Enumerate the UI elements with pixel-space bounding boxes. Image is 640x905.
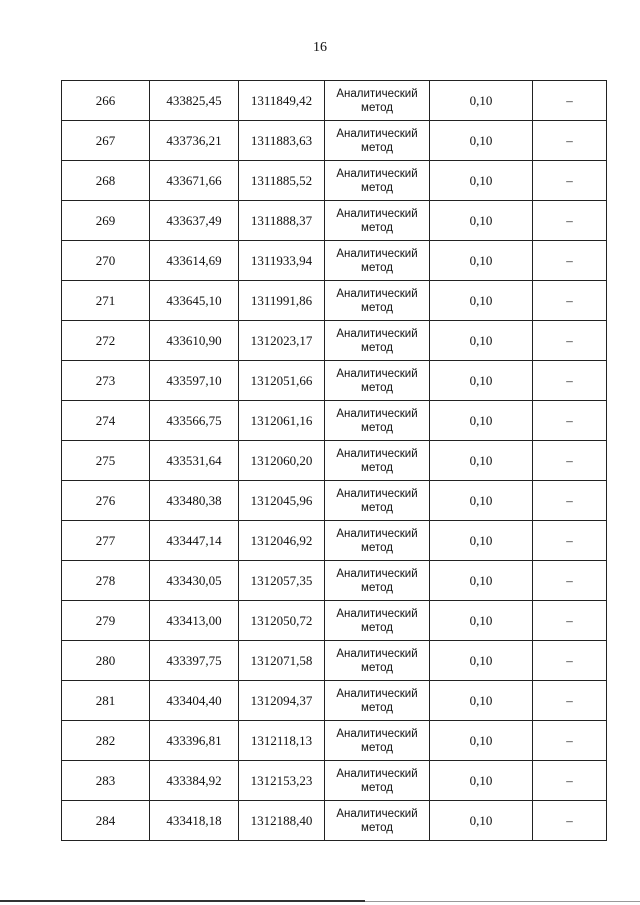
- y-coordinate-cell: 1312188,40: [239, 801, 325, 841]
- x-coordinate-cell: 433566,75: [150, 401, 239, 441]
- table-row: [62, 281, 607, 321]
- table-row: [62, 721, 607, 761]
- method-line-1: Аналитический: [336, 287, 418, 300]
- accuracy-cell: 0,10: [430, 481, 533, 521]
- table-row: [62, 161, 607, 201]
- accuracy-cell: 0,10: [430, 601, 533, 641]
- table-row: [62, 641, 607, 681]
- method-cell: [325, 721, 430, 761]
- y-coordinate-cell: 1312051,66: [239, 361, 325, 401]
- method-cell: [325, 241, 430, 281]
- x-coordinate-cell: 433736,21: [150, 121, 239, 161]
- x-coordinate-cell: 433430,05: [150, 561, 239, 601]
- method-cell: [325, 321, 430, 361]
- y-coordinate-cell: 1312060,20: [239, 441, 325, 481]
- x-coordinate-cell: 433397,75: [150, 641, 239, 681]
- accuracy-cell: 0,10: [430, 561, 533, 601]
- point-number-cell: 274: [62, 401, 150, 441]
- method-line-1: Аналитический: [336, 767, 418, 780]
- note-cell: –: [533, 441, 607, 481]
- coordinates-table: [61, 80, 607, 841]
- method-line-2: метод: [361, 541, 393, 554]
- point-number-cell: 266: [62, 81, 150, 121]
- y-coordinate-cell: 1311849,42: [239, 81, 325, 121]
- point-number-cell: 283: [62, 761, 150, 801]
- method-cell: [325, 81, 430, 121]
- note-cell: –: [533, 641, 607, 681]
- x-coordinate-cell: 433384,92: [150, 761, 239, 801]
- method-cell: [325, 401, 430, 441]
- y-coordinate-cell: 1312057,35: [239, 561, 325, 601]
- table-row: [62, 801, 607, 841]
- method-cell: [325, 161, 430, 201]
- y-coordinate-cell: 1312061,16: [239, 401, 325, 441]
- point-number-cell: 271: [62, 281, 150, 321]
- x-coordinate-cell: 433645,10: [150, 281, 239, 321]
- method-line-1: Аналитический: [336, 687, 418, 700]
- method-line-1: Аналитический: [336, 367, 418, 380]
- method-line-1: Аналитический: [336, 727, 418, 740]
- y-coordinate-cell: 1312045,96: [239, 481, 325, 521]
- note-cell: –: [533, 601, 607, 641]
- x-coordinate-cell: 433413,00: [150, 601, 239, 641]
- method-line-1: Аналитический: [336, 807, 418, 820]
- method-cell: [325, 641, 430, 681]
- x-coordinate-cell: 433480,38: [150, 481, 239, 521]
- point-number-cell: 279: [62, 601, 150, 641]
- note-cell: –: [533, 521, 607, 561]
- table-row: [62, 761, 607, 801]
- note-cell: –: [533, 561, 607, 601]
- method-cell: [325, 361, 430, 401]
- accuracy-cell: 0,10: [430, 241, 533, 281]
- accuracy-cell: 0,10: [430, 681, 533, 721]
- method-cell: [325, 601, 430, 641]
- table-row: [62, 241, 607, 281]
- method-line-2: метод: [361, 821, 393, 834]
- page-number: 16: [313, 40, 327, 55]
- accuracy-cell: 0,10: [430, 281, 533, 321]
- method-line-1: Аналитический: [336, 167, 418, 180]
- accuracy-cell: 0,10: [430, 361, 533, 401]
- accuracy-cell: 0,10: [430, 121, 533, 161]
- coordinates-table-body: [62, 81, 607, 841]
- point-number-cell: 280: [62, 641, 150, 681]
- method-line-2: метод: [361, 701, 393, 714]
- table-row: [62, 121, 607, 161]
- y-coordinate-cell: 1311888,37: [239, 201, 325, 241]
- point-number-cell: 282: [62, 721, 150, 761]
- accuracy-cell: 0,10: [430, 521, 533, 561]
- note-cell: –: [533, 761, 607, 801]
- y-coordinate-cell: 1312050,72: [239, 601, 325, 641]
- method-line-2: метод: [361, 461, 393, 474]
- method-line-1: Аналитический: [336, 607, 418, 620]
- note-cell: –: [533, 121, 607, 161]
- table-row: [62, 201, 607, 241]
- method-line-1: Аналитический: [336, 327, 418, 340]
- method-line-1: Аналитический: [336, 247, 418, 260]
- point-number-cell: 267: [62, 121, 150, 161]
- note-cell: –: [533, 361, 607, 401]
- y-coordinate-cell: 1312153,23: [239, 761, 325, 801]
- bottom-divider-thin: [365, 901, 640, 902]
- table-row: [62, 521, 607, 561]
- x-coordinate-cell: 433531,64: [150, 441, 239, 481]
- y-coordinate-cell: 1312023,17: [239, 321, 325, 361]
- note-cell: –: [533, 401, 607, 441]
- point-number-cell: 273: [62, 361, 150, 401]
- note-cell: –: [533, 281, 607, 321]
- method-line-1: Аналитический: [336, 487, 418, 500]
- point-number-cell: 281: [62, 681, 150, 721]
- method-cell: [325, 481, 430, 521]
- method-line-2: метод: [361, 501, 393, 514]
- accuracy-cell: 0,10: [430, 761, 533, 801]
- method-line-2: метод: [361, 421, 393, 434]
- method-line-2: метод: [361, 181, 393, 194]
- method-line-2: метод: [361, 341, 393, 354]
- y-coordinate-cell: 1312094,37: [239, 681, 325, 721]
- x-coordinate-cell: 433404,40: [150, 681, 239, 721]
- table-row: [62, 81, 607, 121]
- method-line-1: Аналитический: [336, 407, 418, 420]
- note-cell: –: [533, 681, 607, 721]
- method-cell: [325, 201, 430, 241]
- method-line-2: метод: [361, 741, 393, 754]
- x-coordinate-cell: 433614,69: [150, 241, 239, 281]
- point-number-cell: 276: [62, 481, 150, 521]
- method-line-2: метод: [361, 661, 393, 674]
- point-number-cell: 277: [62, 521, 150, 561]
- accuracy-cell: 0,10: [430, 161, 533, 201]
- note-cell: –: [533, 721, 607, 761]
- accuracy-cell: 0,10: [430, 81, 533, 121]
- method-cell: [325, 441, 430, 481]
- table-row: [62, 601, 607, 641]
- y-coordinate-cell: 1312046,92: [239, 521, 325, 561]
- accuracy-cell: 0,10: [430, 801, 533, 841]
- method-cell: [325, 521, 430, 561]
- table-row: [62, 401, 607, 441]
- point-number-cell: 269: [62, 201, 150, 241]
- table-row: [62, 561, 607, 601]
- point-number-cell: 278: [62, 561, 150, 601]
- accuracy-cell: 0,10: [430, 641, 533, 681]
- x-coordinate-cell: 433418,18: [150, 801, 239, 841]
- y-coordinate-cell: 1311991,86: [239, 281, 325, 321]
- x-coordinate-cell: 433671,66: [150, 161, 239, 201]
- method-cell: [325, 761, 430, 801]
- method-line-2: метод: [361, 781, 393, 794]
- method-cell: [325, 801, 430, 841]
- bottom-divider: [0, 900, 365, 902]
- note-cell: –: [533, 201, 607, 241]
- y-coordinate-cell: 1312071,58: [239, 641, 325, 681]
- note-cell: –: [533, 481, 607, 521]
- method-line-2: метод: [361, 621, 393, 634]
- accuracy-cell: 0,10: [430, 401, 533, 441]
- method-line-1: Аналитический: [336, 527, 418, 540]
- point-number-cell: 272: [62, 321, 150, 361]
- method-line-1: Аналитический: [336, 207, 418, 220]
- method-line-1: Аналитический: [336, 87, 418, 100]
- method-line-2: метод: [361, 141, 393, 154]
- note-cell: –: [533, 801, 607, 841]
- point-number-cell: 270: [62, 241, 150, 281]
- method-cell: [325, 681, 430, 721]
- method-line-2: метод: [361, 301, 393, 314]
- y-coordinate-cell: 1311885,52: [239, 161, 325, 201]
- y-coordinate-cell: 1311883,63: [239, 121, 325, 161]
- y-coordinate-cell: 1311933,94: [239, 241, 325, 281]
- method-line-1: Аналитический: [336, 647, 418, 660]
- method-line-2: метод: [361, 221, 393, 234]
- method-line-1: Аналитический: [336, 567, 418, 580]
- method-line-2: метод: [361, 381, 393, 394]
- x-coordinate-cell: 433447,14: [150, 521, 239, 561]
- note-cell: –: [533, 161, 607, 201]
- point-number-cell: 268: [62, 161, 150, 201]
- method-line-1: Аналитический: [336, 447, 418, 460]
- method-line-2: метод: [361, 101, 393, 114]
- table-row: [62, 321, 607, 361]
- table-row: [62, 481, 607, 521]
- method-line-1: Аналитический: [336, 127, 418, 140]
- method-cell: [325, 121, 430, 161]
- accuracy-cell: 0,10: [430, 721, 533, 761]
- accuracy-cell: 0,10: [430, 321, 533, 361]
- method-cell: [325, 281, 430, 321]
- point-number-cell: 284: [62, 801, 150, 841]
- method-line-2: метод: [361, 261, 393, 274]
- note-cell: –: [533, 81, 607, 121]
- note-cell: –: [533, 241, 607, 281]
- point-number-cell: 275: [62, 441, 150, 481]
- x-coordinate-cell: 433610,90: [150, 321, 239, 361]
- note-cell: –: [533, 321, 607, 361]
- x-coordinate-cell: 433396,81: [150, 721, 239, 761]
- accuracy-cell: 0,10: [430, 201, 533, 241]
- method-cell: [325, 561, 430, 601]
- x-coordinate-cell: 433825,45: [150, 81, 239, 121]
- table-row: [62, 441, 607, 481]
- accuracy-cell: 0,10: [430, 441, 533, 481]
- x-coordinate-cell: 433597,10: [150, 361, 239, 401]
- table-row: [62, 361, 607, 401]
- table-row: [62, 681, 607, 721]
- method-line-2: метод: [361, 581, 393, 594]
- y-coordinate-cell: 1312118,13: [239, 721, 325, 761]
- x-coordinate-cell: 433637,49: [150, 201, 239, 241]
